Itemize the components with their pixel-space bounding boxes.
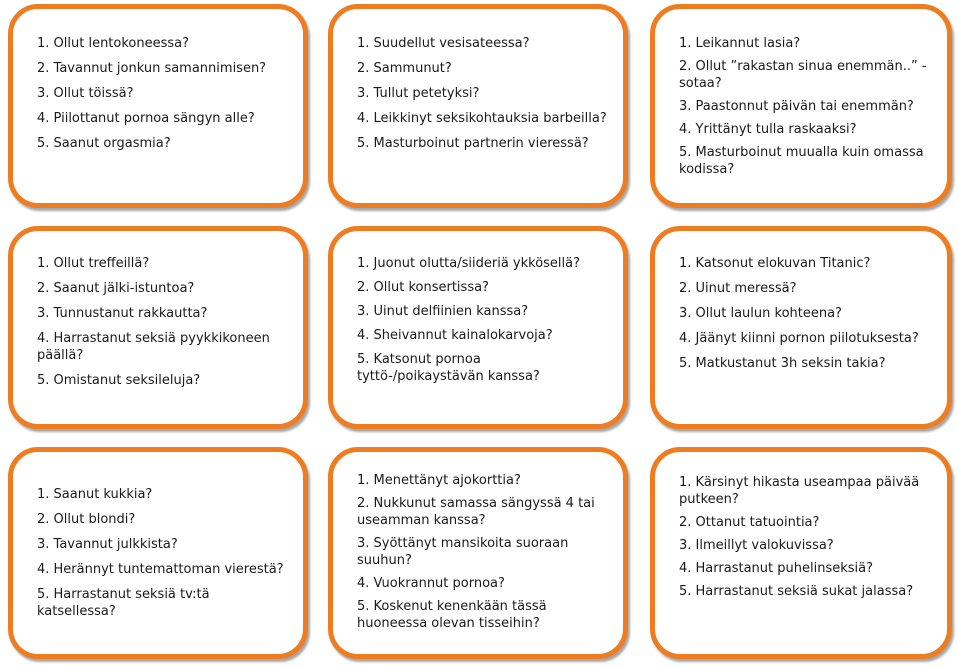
question-item: 3. Paastonnut päivän tai enemmän? [679,99,914,114]
question-item: 1. Juonut olutta/siideriä ykkösellä? [357,256,581,271]
question-item: 1. Kärsinyt hikasta useampaa päivää putkeen? [679,475,920,507]
question-card-9 [650,447,952,659]
question-list [37,486,287,628]
question-card-5 [328,226,628,429]
question-list [679,255,931,380]
question-item: 3. Uinut delfiinien kanssa? [357,304,529,319]
question-card-8 [328,447,628,659]
question-item: 4. Jäänyt kiinni pornon piilotuksesta? [679,331,919,346]
question-card-2 [328,4,628,208]
question-list [679,474,931,606]
question-list [679,35,931,184]
question-list [357,255,607,392]
question-item: 5. Masturboinut partnerin vieressä? [357,136,589,151]
question-list [357,472,607,638]
question-item: 1. Menettänyt ajokorttia? [357,473,521,488]
question-item: 3. Tunnustanut rakkautta? [37,306,208,321]
question-list [357,35,607,160]
question-item: 4. Harrastanut seksiä pyykkikoneen päällä? [37,331,270,363]
question-item: 1. Saanut kukkia? [37,487,153,502]
question-item: 2. Ottanut tatuointia? [679,515,820,530]
question-item: 1. Ollut treffeillä? [37,256,150,271]
question-item: 4. Herännyt tuntemattoman vierestä? [37,562,284,577]
question-item: 1. Katsonut elokuvan Titanic? [679,256,871,271]
question-item: 2. Tavannut jonkun samannimisen? [37,61,267,76]
question-card-3 [650,4,952,208]
question-item: 3. Ollut töissä? [37,86,134,101]
question-card-4 [8,226,308,429]
question-item: 2. Saanut jälki-istuntoa? [37,281,195,296]
question-item: 5. Koskenut kenenkään tässä huoneessa olevan tisseihin? [357,599,547,631]
question-item: 5. Katsonut pornoa tyttö-/poikaystävän kanssa? [357,352,540,384]
question-item: 5. Masturboinut muualla kuin omassa kodissa? [679,145,924,177]
question-item: 3. Tullut petetyksi? [357,86,480,101]
question-item: 1. Leikannut lasia? [679,36,801,51]
question-item: 2. Nukkunut samassa sängyssä 4 tai useamman kanssa? [357,496,595,528]
question-item: 3. Ollut laulun kohteena? [679,306,842,321]
question-item: 1. Suudellut vesisateessa? [357,36,530,51]
question-item: 4. Yrittänyt tulla raskaaksi? [679,122,857,137]
question-item: 4. Piilottanut pornoa sängyn alle? [37,111,255,126]
question-list [37,255,287,397]
question-item: 2. Ollut ”rakastan sinua enemmän..” -sotaa? [679,59,927,91]
question-item: 5. Harrastanut seksiä tv:tä katsellessa? [37,587,210,619]
question-item: 2. Ollut blondi? [37,512,136,527]
question-item: 1. Ollut lentokoneessa? [37,36,190,51]
question-card-1 [8,4,308,208]
question-item: 4. Leikkinyt seksikohtauksia barbeilla? [357,111,607,126]
question-card-6 [650,226,952,429]
question-item: 2. Uinut meressä? [679,281,797,296]
question-item: 5. Saanut orgasmia? [37,136,171,151]
question-item: 3. Tavannut julkkista? [37,537,178,552]
question-item: 3. Syöttänyt mansikoita suoraan suuhun? [357,536,569,568]
question-item: 5. Omistanut seksileluja? [37,373,201,388]
question-item: 5. Matkustanut 3h seksin takia? [679,356,886,371]
question-list [37,35,287,160]
question-item: 2. Sammunut? [357,61,452,76]
question-item: 5. Harrastanut seksiä sukat jalassa? [679,584,914,599]
question-card-7 [8,447,308,659]
question-item: 3. Ilmeillyt valokuvissa? [679,538,834,553]
question-item: 2. Ollut konsertissa? [357,280,489,295]
question-item: 4. Sheivannut kainalokarvoja? [357,328,553,343]
question-item: 4. Harrastanut puhelinseksiä? [679,561,873,576]
question-item: 4. Vuokrannut pornoa? [357,576,505,591]
